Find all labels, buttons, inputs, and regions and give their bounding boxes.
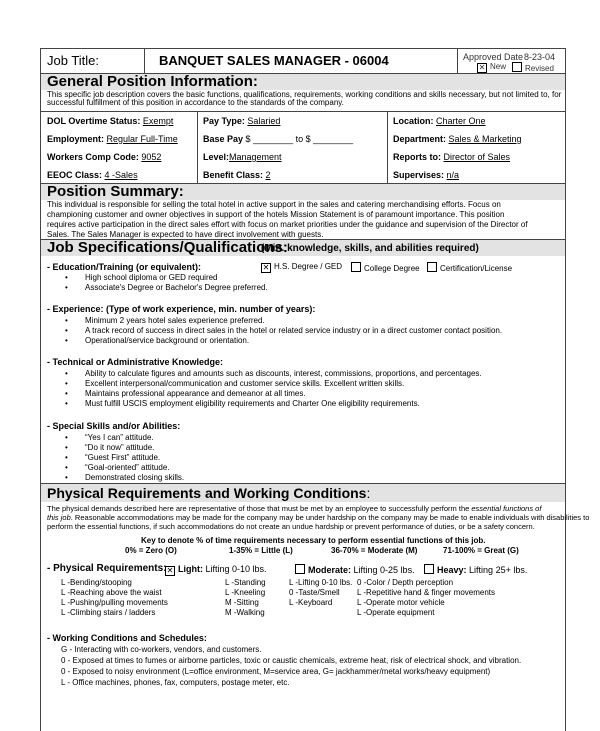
base-pay-value: $ ________ to $ ________: [245, 134, 354, 144]
summary-line: This individual is responsible for selling the total hotel in active support in the sales and catering merchandising efforts. Focus on: [47, 200, 501, 209]
physical-item: L -Operate equipment: [357, 608, 435, 617]
physical-item: M -Walking: [225, 608, 265, 617]
physical-intro-text: . Reasonable accommodations may be made for the company may be under hardship on the company may be made to enable individuals with disabilities to: [70, 513, 590, 522]
location-label: Location:: [393, 116, 434, 126]
approved-label: Approved Date: [463, 52, 524, 62]
moderate-checkbox[interactable]: [295, 564, 305, 574]
education-option-label: Certification/License: [440, 264, 513, 273]
supervises-value: n/a: [446, 170, 460, 180]
benefit-field: [203, 170, 271, 180]
physical-item: L -Climbing stairs / ladders: [61, 608, 156, 617]
physical-item: M -Sitting: [225, 598, 259, 607]
working-item: 0 - Exposed to noisy environment (L=office environment, M=service area, G= jackhammer/metal works/heavy equipment): [61, 667, 491, 676]
physical-intro-emphasis: essential functions of: [471, 504, 542, 513]
general-intro-line: successful fulfillment of this position in accordance to the standards of the company.: [47, 98, 344, 107]
workers-comp-value: 9052: [141, 152, 162, 162]
physical-item: L -Repetitive hand & finger movements: [357, 588, 495, 597]
list-item: Excellent interpersonal/communication and customer service skills. Excellent written skills.: [85, 379, 405, 388]
bullet-icon: •: [65, 369, 68, 378]
working-item: L - Office machines, phones, fax, computers, postage meter, etc.: [61, 678, 290, 687]
supervises-field: [393, 170, 459, 180]
summary-line: championing customer and owner objectives in support of the hotels Mission Statement is of paramount importance. This position: [47, 210, 505, 219]
list-item: “Do it now” attitude.: [85, 443, 155, 452]
heavy-option: [424, 564, 527, 575]
physical-item: L -Lifting 0-10 lbs.: [289, 578, 353, 587]
bullet-icon: •: [65, 336, 68, 345]
education-option-label: H.S. Degree / GED: [274, 262, 343, 271]
eeoc-value: 4 -Sales: [104, 170, 138, 180]
new-option: [477, 62, 506, 73]
physical-item: L -Pushing/pulling movements: [61, 598, 168, 607]
list-item: High school diploma or GED required: [85, 273, 218, 282]
working-item: G - Interacting with co-workers, vendors, and customers.: [61, 645, 262, 654]
eeoc-label: EEOC Class:: [47, 170, 103, 180]
physical-item: L -Kneeling: [225, 588, 266, 597]
workers-comp-field: [47, 152, 161, 162]
general-section-header: [41, 73, 565, 90]
heavy-checkbox[interactable]: [424, 564, 434, 574]
list-item: “Goal-oriented” attitude.: [85, 463, 170, 472]
physical-section-header: [41, 483, 565, 502]
summary-body: [41, 200, 565, 240]
education-label: - Education/Training (or equivalent):: [47, 262, 202, 272]
moderate-text: Lifting 0-25 lbs.: [353, 565, 415, 575]
technical-label: - Technical or Administrative Knowledge:: [47, 357, 224, 367]
reports-label: Reports to:: [393, 152, 441, 162]
bullet-icon: •: [65, 283, 68, 292]
physical-item: L -Reaching above the waist: [61, 588, 162, 597]
employment-value: Regular Full-Time: [106, 134, 178, 144]
approved-date: 8-23-04: [524, 52, 556, 62]
general-intro: [41, 90, 565, 110]
list-item: “Yes I can” attitude.: [85, 433, 154, 442]
light-text: Lifting 0-10 lbs.: [205, 564, 267, 574]
department-label: Department:: [393, 134, 447, 144]
physical-intro-emphasis: this job: [47, 513, 71, 522]
bullet-icon: •: [65, 453, 68, 462]
summary-section-header: [41, 183, 565, 200]
dol-label: DOL Overtime Status:: [47, 116, 141, 126]
general-intro-line: This specific job description covers the basic functions, qualifications, requirements, working conditions and skills necessary, but not limited to, for: [47, 90, 562, 99]
education-option: [261, 262, 342, 273]
title-row: [41, 49, 565, 73]
key-item: 36-70% = Moderate (M): [331, 546, 418, 555]
working-item: 0 - Exposed at times to fumes or airborne particles, toxic or caustic chemicals, extreme heat, risk of electrical shock, and vibration.: [61, 656, 522, 665]
level-field: [203, 152, 282, 162]
bullet-icon: •: [65, 443, 68, 452]
working-conditions-label: - Working Conditions and Schedules:: [47, 633, 207, 643]
summary-line: Sales. The Sales Manager is expected to have direct involvement with guests.: [47, 230, 324, 239]
employment-label: Employment:: [47, 134, 105, 144]
physical-intro-text: The physical demands described here are representative of those that must be met by an employee to successfully perform the: [47, 504, 472, 513]
education-option: [351, 262, 420, 273]
physical-item: 0 -Taste/Smell: [289, 588, 340, 597]
list-item: A track record of success in direct sales in the hotel or related service industry or in a direct customer contact position.: [85, 326, 503, 335]
physical-item: L -Keyboard: [289, 598, 333, 607]
list-item: Demonstrated closing skills.: [85, 473, 185, 482]
list-item: Minimum 2 years hotel sales experience preferred.: [85, 316, 265, 325]
employment-field: [47, 134, 178, 144]
physical-item: L -Standing: [225, 578, 266, 587]
benefit-label: Benefit Class:: [203, 170, 264, 180]
physical-item: L -Operate motor vehicle: [357, 598, 445, 607]
bullet-icon: •: [65, 433, 68, 442]
college-degree-checkbox[interactable]: [351, 262, 361, 272]
key-item: 71-100% = Great (G): [443, 546, 519, 555]
dol-value: Exempt: [142, 116, 174, 126]
physical-req-label: - Physical Requirements:: [47, 563, 167, 574]
education-option-label: College Degree: [364, 264, 420, 273]
list-item: Maintains professional appearance and demeanor at all times.: [85, 389, 306, 398]
new-label: New: [490, 62, 507, 71]
supervises-label: Supervises:: [393, 170, 445, 180]
bullet-icon: •: [65, 316, 68, 325]
physical-heading: [47, 485, 370, 501]
benefit-value: 2: [265, 170, 271, 180]
heavy-text: Lifting 25+ lbs.: [469, 565, 528, 575]
certification-checkbox[interactable]: [427, 262, 437, 272]
light-option: [165, 564, 267, 576]
divider: [387, 112, 388, 184]
document-frame: [40, 48, 590, 731]
summary-line: requires active participation in the direct sales effort with focus on market priorities under the guidance and supervision of the Director of: [47, 220, 528, 229]
bullet-icon: •: [65, 399, 68, 408]
bullet-icon: •: [65, 379, 68, 388]
skills-label: - Special Skills and/or Abilities:: [47, 421, 181, 431]
location-field: [393, 116, 486, 126]
key-title: Key to denote % of time requirements necessary to perform essential functions of this job.: [141, 536, 486, 545]
level-label: Level:: [203, 152, 230, 162]
divider: [144, 49, 145, 73]
revised-option: [512, 62, 554, 73]
pay-type-label: Pay Type:: [203, 116, 245, 126]
bullet-icon: •: [65, 389, 68, 398]
education-option: [427, 262, 512, 273]
experience-label: - Experience: (Type of work experience, min. number of years):: [47, 304, 316, 314]
physical-body: [41, 502, 590, 731]
workers-comp-label: Workers Comp Code:: [47, 152, 139, 162]
physical-item: 0 -Color / Depth perception: [357, 578, 454, 587]
physical-intro-line: perform the essential functions, if such accommodations do not create an undue hardship or prevent performance of duties, or be a safety concern.: [47, 522, 535, 531]
dol-field: [47, 116, 173, 126]
heavy-label: Heavy:: [437, 565, 467, 575]
physical-heading-text: Physical Requirements and Working Conditions: [47, 485, 367, 501]
specs-section-header: [41, 239, 565, 256]
physical-intro-line: [47, 504, 541, 513]
department-field: [393, 134, 522, 144]
list-item: Must fulfill USCIS employment eligibility requirements and Charter One eligibility requirements.: [85, 399, 420, 408]
moderate-option: [295, 564, 415, 575]
physical-item: L -Bending/stooping: [61, 578, 132, 587]
revised-checkbox[interactable]: [512, 62, 522, 72]
department-value: Sales & Marketing: [448, 134, 522, 144]
pay-type-field: [203, 116, 280, 126]
physical-heading-colon: :: [366, 485, 371, 501]
level-value: Management: [229, 152, 282, 162]
new-checkbox[interactable]: ✕: [478, 63, 486, 72]
list-item: Associate's Degree or Bachelor's Degree preferred.: [85, 283, 268, 292]
key-item: 1-35% = Little (L): [229, 546, 293, 555]
bullet-icon: •: [65, 473, 68, 482]
light-checkbox[interactable]: ✕: [166, 566, 174, 575]
list-item: Ability to calculate figures and amounts such as discounts, interest, commissions, proportions, and percentages.: [85, 369, 482, 378]
general-heading: General Position Information:: [47, 73, 258, 90]
job-title-label: Job Title:: [47, 53, 100, 68]
base-pay-field: [203, 134, 353, 144]
position-fields-grid: [41, 111, 565, 184]
physical-intro-line: [47, 513, 589, 522]
pay-type-value: Salaried: [247, 116, 281, 126]
revised-label: Revised: [525, 64, 554, 73]
moderate-label: Moderate:: [308, 565, 352, 575]
location-value: Charter One: [436, 116, 486, 126]
reports-value: Director of Sales: [443, 152, 511, 162]
key-item: 0% = Zero (O): [125, 546, 177, 555]
list-item: “Guest First” attitude.: [85, 453, 161, 462]
job-title: BANQUET SALES MANAGER - 06004: [159, 53, 389, 68]
specs-heading: Job Specifications/Qualifications:: [47, 239, 288, 256]
bullet-icon: •: [65, 326, 68, 335]
base-pay-label: Base Pay: [203, 134, 244, 144]
divider: [197, 112, 198, 184]
light-label: Light:: [178, 564, 203, 574]
reports-field: [393, 152, 510, 162]
eeoc-field: [47, 170, 138, 180]
list-item: Operational/service background or orientation.: [85, 336, 250, 345]
summary-heading: Position Summary:: [47, 183, 184, 200]
bullet-icon: •: [65, 273, 68, 282]
divider: [457, 49, 458, 73]
bullet-icon: •: [65, 463, 68, 472]
specs-heading-note: (Min. knowledge, skills, and abilities required): [261, 243, 479, 254]
hs-degree-checkbox[interactable]: ✕: [262, 263, 270, 272]
